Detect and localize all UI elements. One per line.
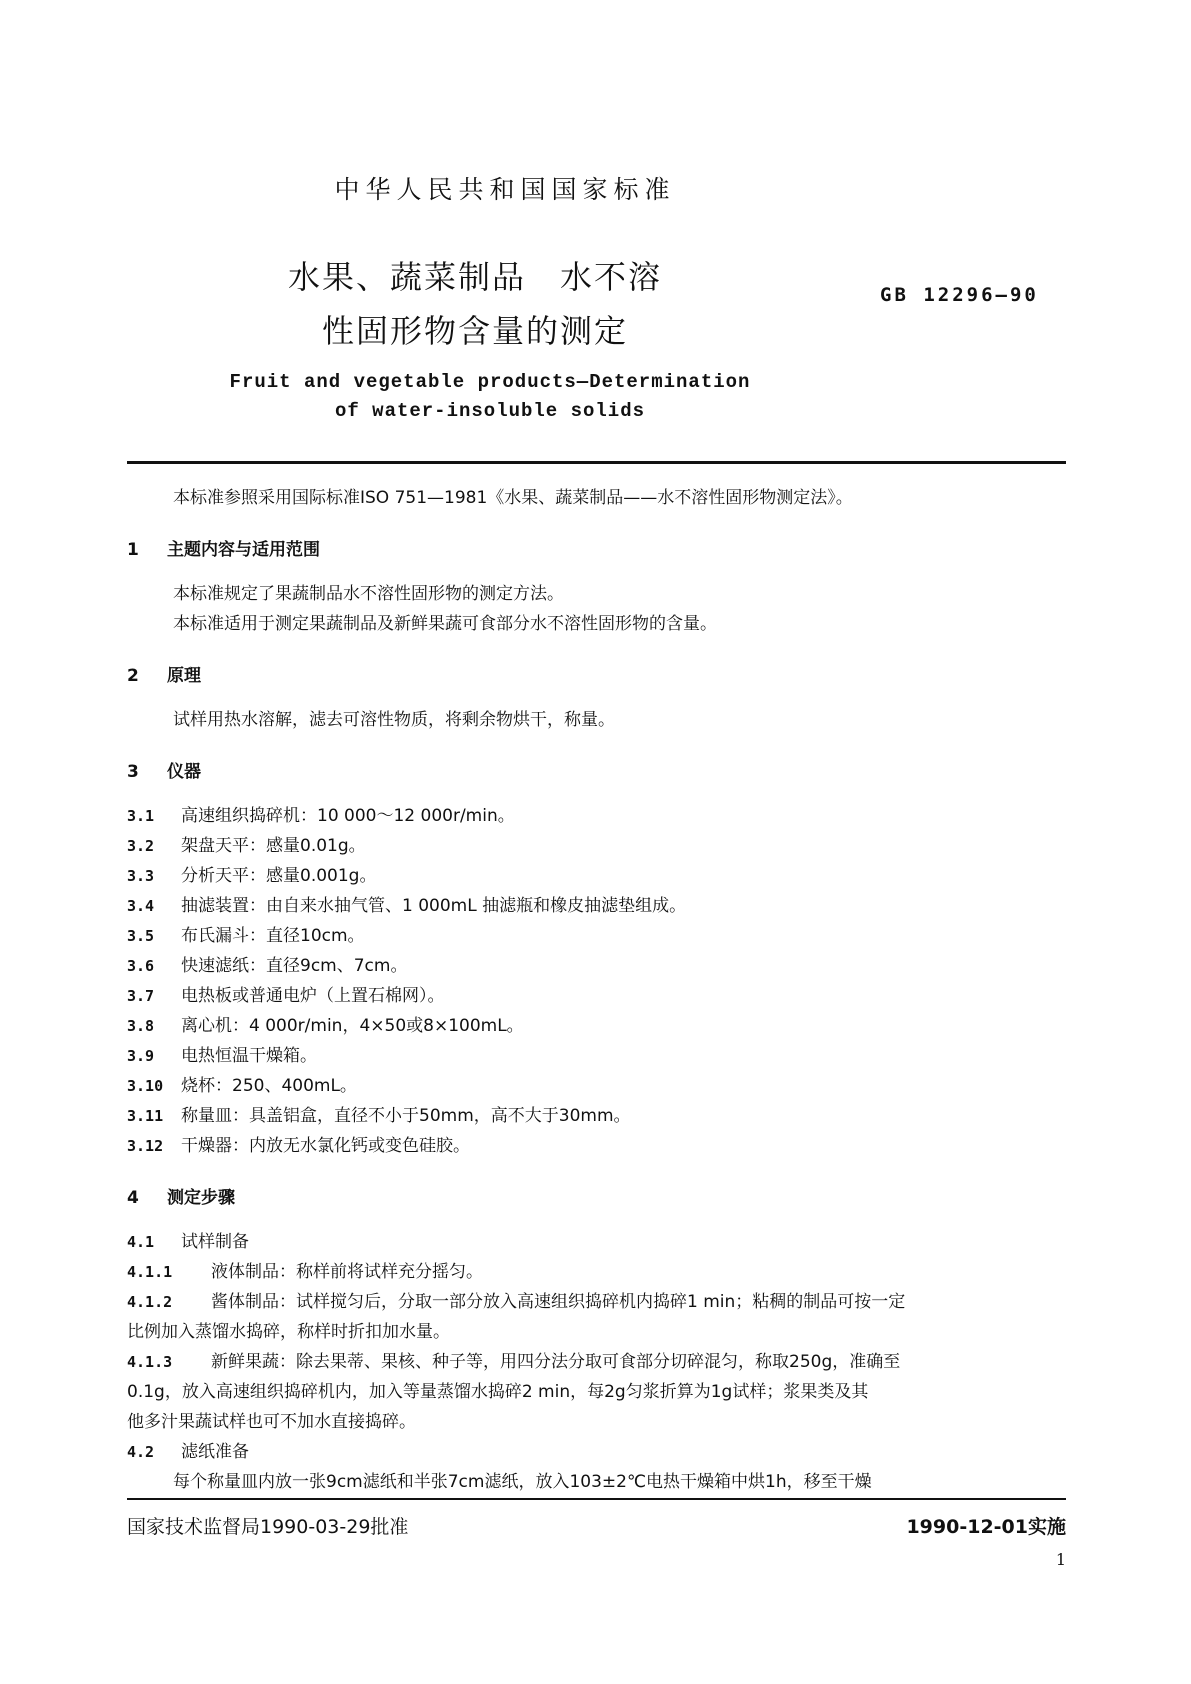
item-text: 烧杯：250、400mL。	[181, 1076, 357, 1096]
item-text: 分析天平：感量0.001g。	[181, 866, 377, 886]
instrument-item	[127, 1041, 1066, 1071]
item-number: 3.5	[127, 927, 155, 945]
section-2-title: 原理	[167, 666, 201, 686]
section-1-para-2: 本标准适用于测定果蔬制品及新鲜果蔬可食部分水不溶性固形物的含量。	[173, 614, 717, 634]
section-3-heading	[127, 757, 1066, 787]
subsection-4-2-heading	[127, 1437, 1066, 1467]
footer-divider	[127, 1498, 1066, 1500]
subsection-4-1-2	[127, 1287, 1066, 1317]
subsection-4-1-1	[127, 1257, 1066, 1287]
item-number: 3.9	[127, 1047, 155, 1065]
standard-number: GB 12296—90	[880, 284, 1039, 306]
section-1-heading	[127, 535, 1066, 565]
item-text: 抽滤装置：由自来水抽气管、1 000mL 抽滤瓶和橡皮抽滤垫组成。	[181, 896, 687, 916]
title-cn-line1: 水果、蔬菜制品 水不溶	[287, 258, 662, 296]
section-1-para-1: 本标准规定了果蔬制品水不溶性固形物的测定方法。	[173, 584, 564, 604]
instrument-item	[127, 861, 1066, 891]
instrument-item	[127, 1101, 1066, 1131]
item-number: 3.8	[127, 1017, 155, 1035]
item-number: 4.1.1	[127, 1263, 173, 1281]
header-divider	[127, 461, 1066, 464]
item-text: 酱体制品：试样搅匀后，分取一部分放入高速组织捣碎机内捣碎1 min；粘稠的制品可按一定	[211, 1292, 906, 1312]
item-text: 电热板或普通电炉（上置石棉网）。	[181, 986, 445, 1006]
item-number: 3.11	[127, 1107, 164, 1125]
instrument-list	[127, 801, 1066, 1161]
instrument-item	[127, 801, 1066, 831]
effective-date: 1990-12-01实施	[906, 1516, 1066, 1538]
subsection-4-1-3-cont-2: 他多汁果蔬试样也可不加水直接捣碎。	[127, 1412, 416, 1432]
item-number: 3.7	[127, 987, 155, 1005]
section-4-heading	[127, 1183, 1066, 1213]
subsection-4-2-text: 每个称量皿内放一张9cm滤纸和半张7cm滤纸，放入103±2℃电热干燥箱中烘1h，移至干燥	[173, 1472, 872, 1492]
national-standard-heading: 中华人民共和国国家标准	[334, 175, 676, 204]
instrument-item	[127, 831, 1066, 861]
item-number: 3.6	[127, 957, 155, 975]
item-text: 干燥器：内放无水氯化钙或变色硅胶。	[181, 1136, 470, 1156]
item-number: 3.10	[127, 1077, 164, 1095]
section-3-number: 3	[127, 762, 139, 782]
item-text: 液体制品：称样前将试样充分摇匀。	[211, 1262, 483, 1282]
item-text: 试样制备	[181, 1232, 249, 1252]
intro-paragraph: 本标准参照采用国际标准ISO 751—1981《水果、蔬菜制品——水不溶性固形物测定法》。	[173, 488, 853, 508]
item-number: 3.4	[127, 897, 155, 915]
section-1-number: 1	[127, 540, 139, 560]
item-text: 架盘天平：感量0.01g。	[181, 836, 366, 856]
item-text: 新鲜果蔬：除去果蒂、果核、种子等，用四分法分取可食部分切碎混匀，称取250g，准确至	[211, 1352, 901, 1372]
item-number: 4.1.2	[127, 1293, 173, 1311]
instrument-item	[127, 1071, 1066, 1101]
instrument-item	[127, 981, 1066, 1011]
title-cn-line2: 性固形物含量的测定	[321, 312, 628, 350]
item-number: 3.12	[127, 1137, 164, 1155]
item-number: 3.3	[127, 867, 155, 885]
item-text: 高速组织捣碎机：10 000～12 000r/min。	[181, 806, 515, 826]
title-en-line2: of water-insoluble solids	[334, 400, 646, 422]
item-text: 称量皿：具盖铝盒，直径不小于50mm，高不大于30mm。	[181, 1106, 631, 1126]
item-number: 4.1	[127, 1233, 155, 1251]
page-number: 1	[1055, 1550, 1066, 1569]
subsection-4-1-3	[127, 1347, 1066, 1377]
section-2-heading	[127, 661, 1066, 691]
section-4-number: 4	[127, 1188, 139, 1208]
section-1-title: 主题内容与适用范围	[167, 540, 320, 560]
item-text: 离心机：4 000r/min，4×50或8×100mL。	[181, 1016, 524, 1036]
instrument-item	[127, 1131, 1066, 1161]
section-2-para-1: 试样用热水溶解，滤去可溶性物质，将剩余物烘干，称量。	[173, 710, 615, 730]
section-4-title: 测定步骤	[167, 1188, 235, 1208]
subsection-4-1-heading	[127, 1227, 1066, 1257]
instrument-item	[127, 921, 1066, 951]
instrument-item	[127, 1011, 1066, 1041]
item-text: 电热恒温干燥箱。	[181, 1046, 317, 1066]
title-en-line1: Fruit and vegetable products—Determination	[229, 371, 751, 393]
subsection-4-1-2-cont: 比例加入蒸馏水捣碎，称样时折扣加水量。	[127, 1322, 450, 1342]
approval-date: 国家技术监督局1990-03-29批准	[127, 1516, 409, 1538]
document-body	[127, 483, 1066, 1497]
item-number: 4.1.3	[127, 1353, 173, 1371]
item-number: 4.2	[127, 1443, 155, 1461]
item-number: 3.2	[127, 837, 155, 855]
item-text: 滤纸准备	[181, 1442, 249, 1462]
item-number: 3.1	[127, 807, 155, 825]
section-3-title: 仪器	[167, 762, 201, 782]
item-text: 布氏漏斗：直径10cm。	[181, 926, 365, 946]
subsection-4-1-3-cont-1: 0.1g，放入高速组织捣碎机内，加入等量蒸馏水捣碎2 min，每2g匀浆折算为1g试样；浆果类及其	[127, 1382, 869, 1402]
item-text: 快速滤纸：直径9cm、7cm。	[181, 956, 408, 976]
section-2-number: 2	[127, 666, 139, 686]
instrument-item	[127, 951, 1066, 981]
instrument-item	[127, 891, 1066, 921]
